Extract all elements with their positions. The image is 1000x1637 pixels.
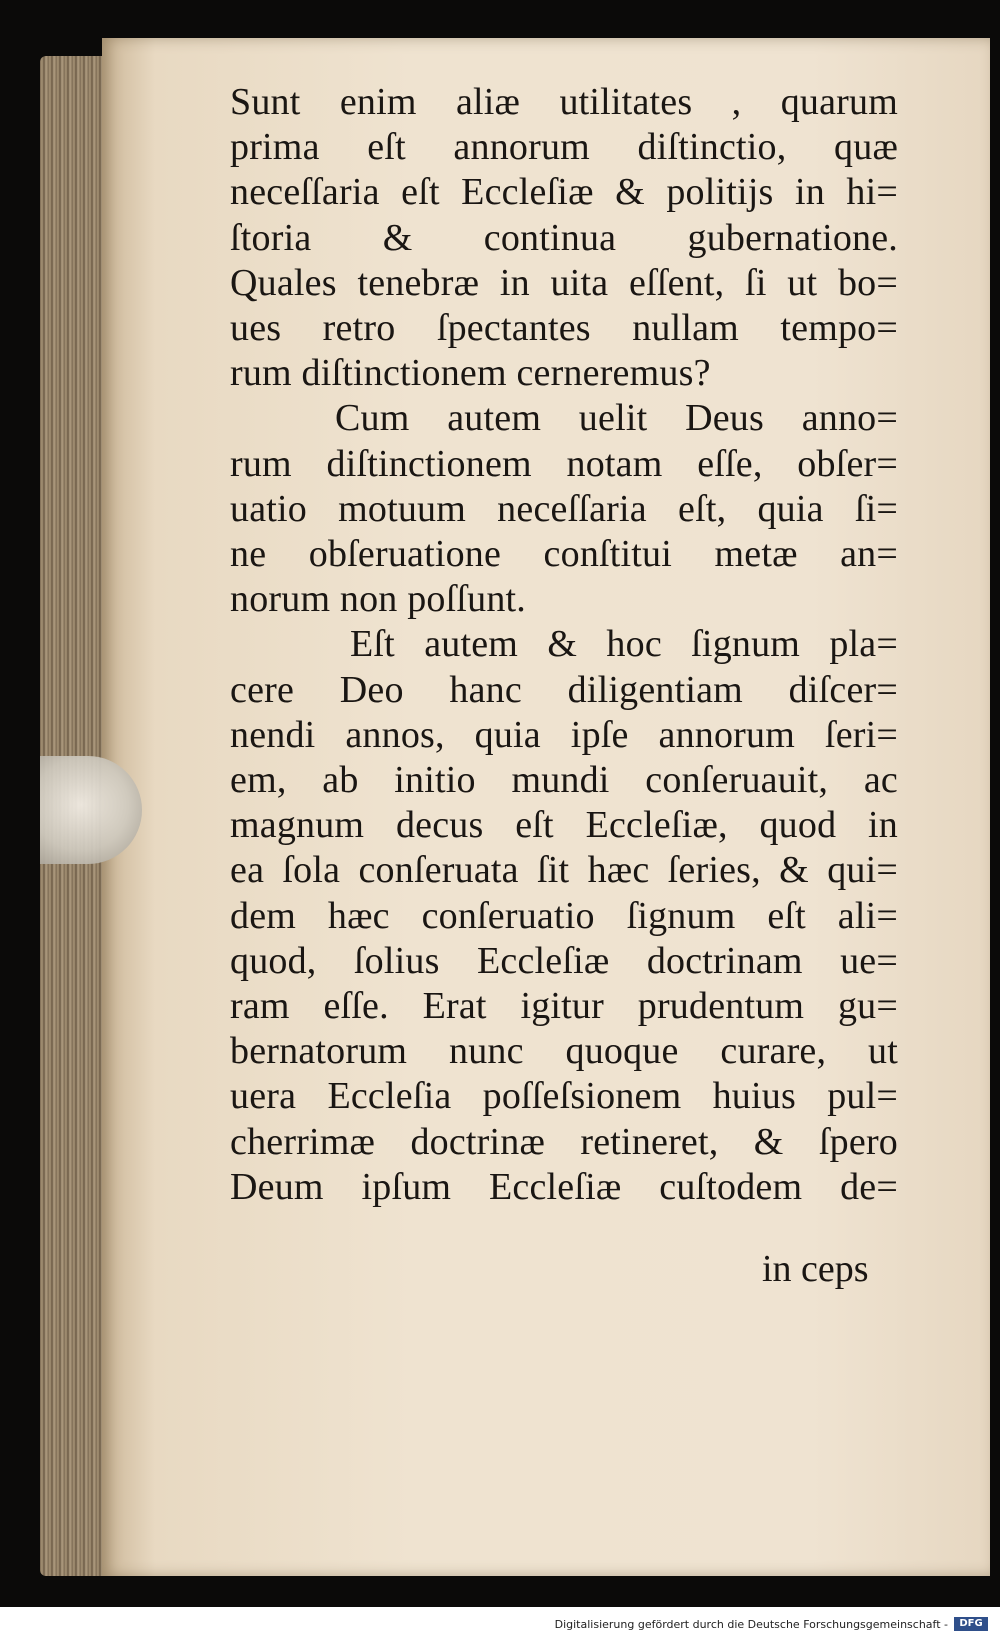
text-line: cherrimæ doctrinæ retineret, & ſpero (230, 1120, 898, 1163)
text-line: neceſſaria eſt Eccleſiæ & politijs in hi= (230, 171, 898, 214)
text-line: Sunt enim aliæ utilitates , quarum (230, 81, 898, 123)
text-line: prima eſt annorum diſtinctio, quæ (230, 126, 898, 169)
text-line: em, ab initio mundi conſeruauit, ac (230, 759, 898, 802)
text-line: Quales tenebræ in uita eſſent, ſi ut bo= (230, 261, 898, 304)
text-line: Deum ipſum Eccleſiæ cuſtodem de= (230, 1165, 898, 1208)
text-line: ne obſeruatione conſtitui metæ an= (230, 533, 898, 576)
text-line: cere Deo hanc diligentiam diſcer= (230, 668, 898, 711)
text-line: Eſt autem & hoc ſignum pla= (350, 623, 898, 666)
text-line: norum non poſſunt. (230, 578, 526, 621)
text-line: Cum autem uelit Deus anno= (335, 397, 898, 440)
text-line: rum diſtinctionem notam eſſe, obſer= (230, 442, 898, 485)
text-line: ues retro ſpectantes nullam tempo= (230, 307, 898, 350)
text-line: quod, ſolius Eccleſiæ doctrinam ue= (230, 939, 898, 982)
dfg-logo-icon: DFG (954, 1617, 988, 1631)
text-line: ea ſola conſeruata ſit hæc ſeries, & qui= (230, 849, 898, 892)
page-text-block (230, 80, 898, 1210)
text-line: ſtoria & continua gubernatione. (230, 216, 898, 259)
footer-credit: Digitalisierung gefördert durch die Deutsche Forschungsgemeinschaft - (554, 1618, 948, 1631)
text-line: bernatorum nunc quoque curare, ut (230, 1030, 898, 1073)
text-line: uera Eccleſia poſſeſsionem huius pul= (230, 1075, 898, 1118)
text-line: ram eſſe. Erat igitur prudentum gu= (230, 985, 898, 1028)
text-line: magnum decus eſt Eccleſiæ, quod in (230, 804, 898, 847)
text-line: dem hæc conſeruatio ſignum eſt ali= (230, 894, 898, 937)
text-line: rum diſtinctionem cerneremus? (230, 352, 711, 395)
footer-bar (0, 1607, 1000, 1637)
text-line: nendi annos, quia ipſe annorum ſeri= (230, 713, 898, 756)
text-line: uatio motuum neceſſaria eſt, quia ſi= (230, 487, 898, 530)
catchword: in ceps (762, 1248, 869, 1290)
